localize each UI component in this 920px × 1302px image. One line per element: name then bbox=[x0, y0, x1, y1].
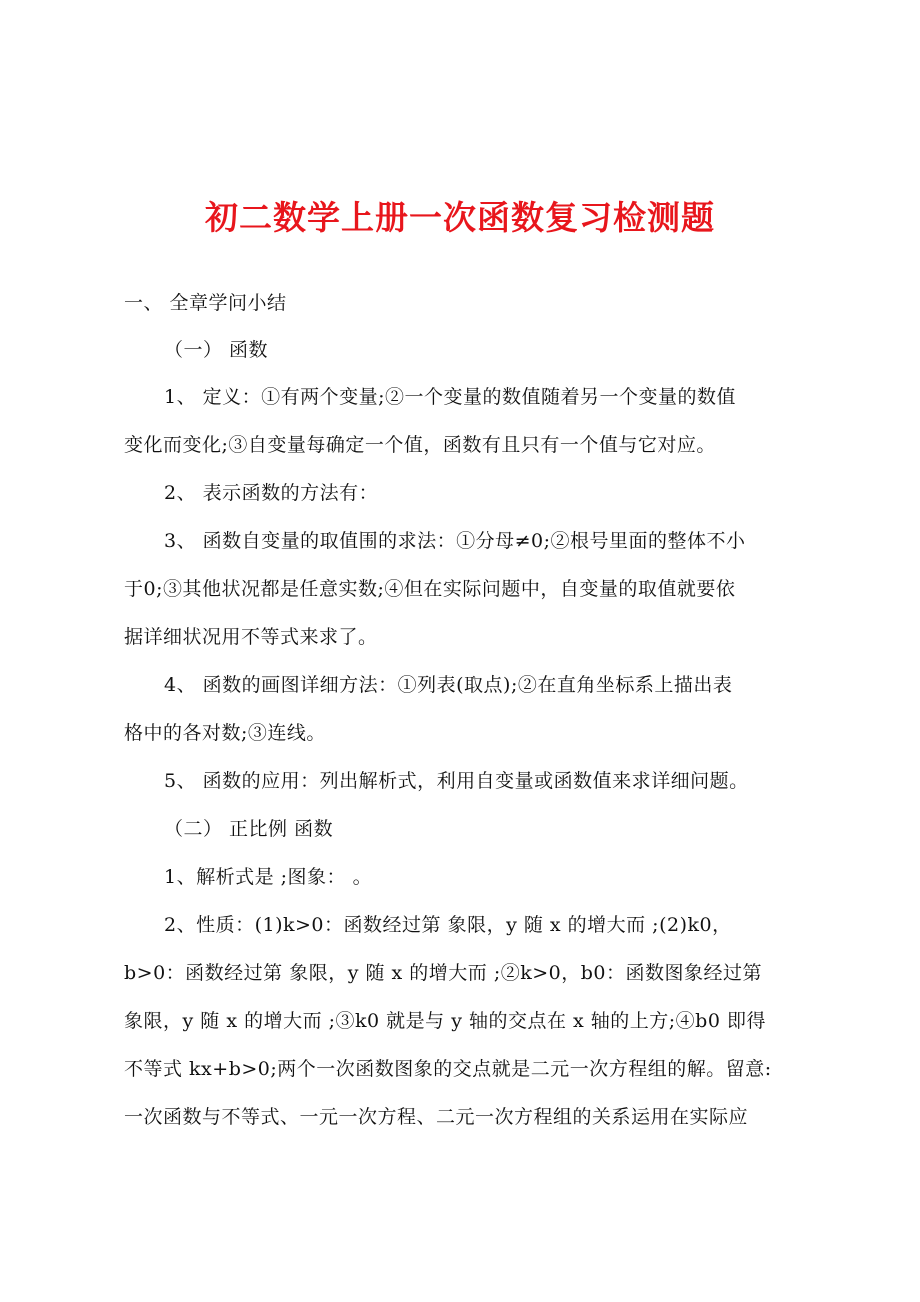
paragraph-line: 2、性质：(1)k>0：函数经过第 象限，y 随 x 的增大而 ;(2)k0， bbox=[164, 914, 732, 936]
document-title: 初二数学上册一次函数复习检测题 bbox=[205, 198, 715, 237]
paragraph-line: 5、 函数的应用：列出解析式，利用自变量或函数值来求详细问题。 bbox=[164, 770, 749, 792]
subsection-heading: （一） 函数 bbox=[164, 339, 269, 361]
paragraph-line: 于0;③其他状况都是任意实数;④但在实际问题中，自变量的取值就要依 bbox=[124, 578, 736, 600]
paragraph-line: 变化而变化;③自变量每确定一个值，函数有且只有一个值与它对应。 bbox=[124, 434, 716, 456]
paragraph-line: 2、 表示函数的方法有： bbox=[164, 482, 379, 504]
paragraph-line: 1、 定义：①有两个变量;②一个变量的数值随着另一个变量的数值 bbox=[164, 386, 737, 408]
paragraph-line: 不等式 kx+b>0;两个一次函数图象的交点就是二元一次方程组的解。留意: bbox=[124, 1058, 772, 1080]
paragraph-line: 4、 函数的画图详细方法：①列表(取点);②在直角坐标系上描出表 bbox=[164, 674, 733, 696]
paragraph-line: 据详细状况用不等式来求了。 bbox=[124, 626, 378, 648]
section-heading: 一、 全章学问小结 bbox=[124, 292, 287, 314]
paragraph-line: 一次函数与不等式、一元一次方程、二元一次方程组的关系运用在实际应 bbox=[124, 1106, 749, 1128]
paragraph-line: 1、解析式是 ;图象： 。 bbox=[164, 866, 373, 888]
paragraph-line: 格中的各对数;③连线。 bbox=[124, 722, 326, 744]
paragraph-line: 3、 函数自变量的取值围的求法：①分母≠0;②根号里面的整体不小 bbox=[164, 530, 746, 552]
paragraph-line: b>0：函数经过第 象限，y 随 x 的增大而 ;②k>0，b0：函数图象经过第 bbox=[124, 962, 762, 984]
subsection-heading: （二） 正比例 函数 bbox=[164, 818, 334, 840]
paragraph-line: 象限，y 随 x 的增大而 ;③k0 就是与 y 轴的交点在 x 轴的上方;④b0 即得 bbox=[124, 1010, 766, 1032]
